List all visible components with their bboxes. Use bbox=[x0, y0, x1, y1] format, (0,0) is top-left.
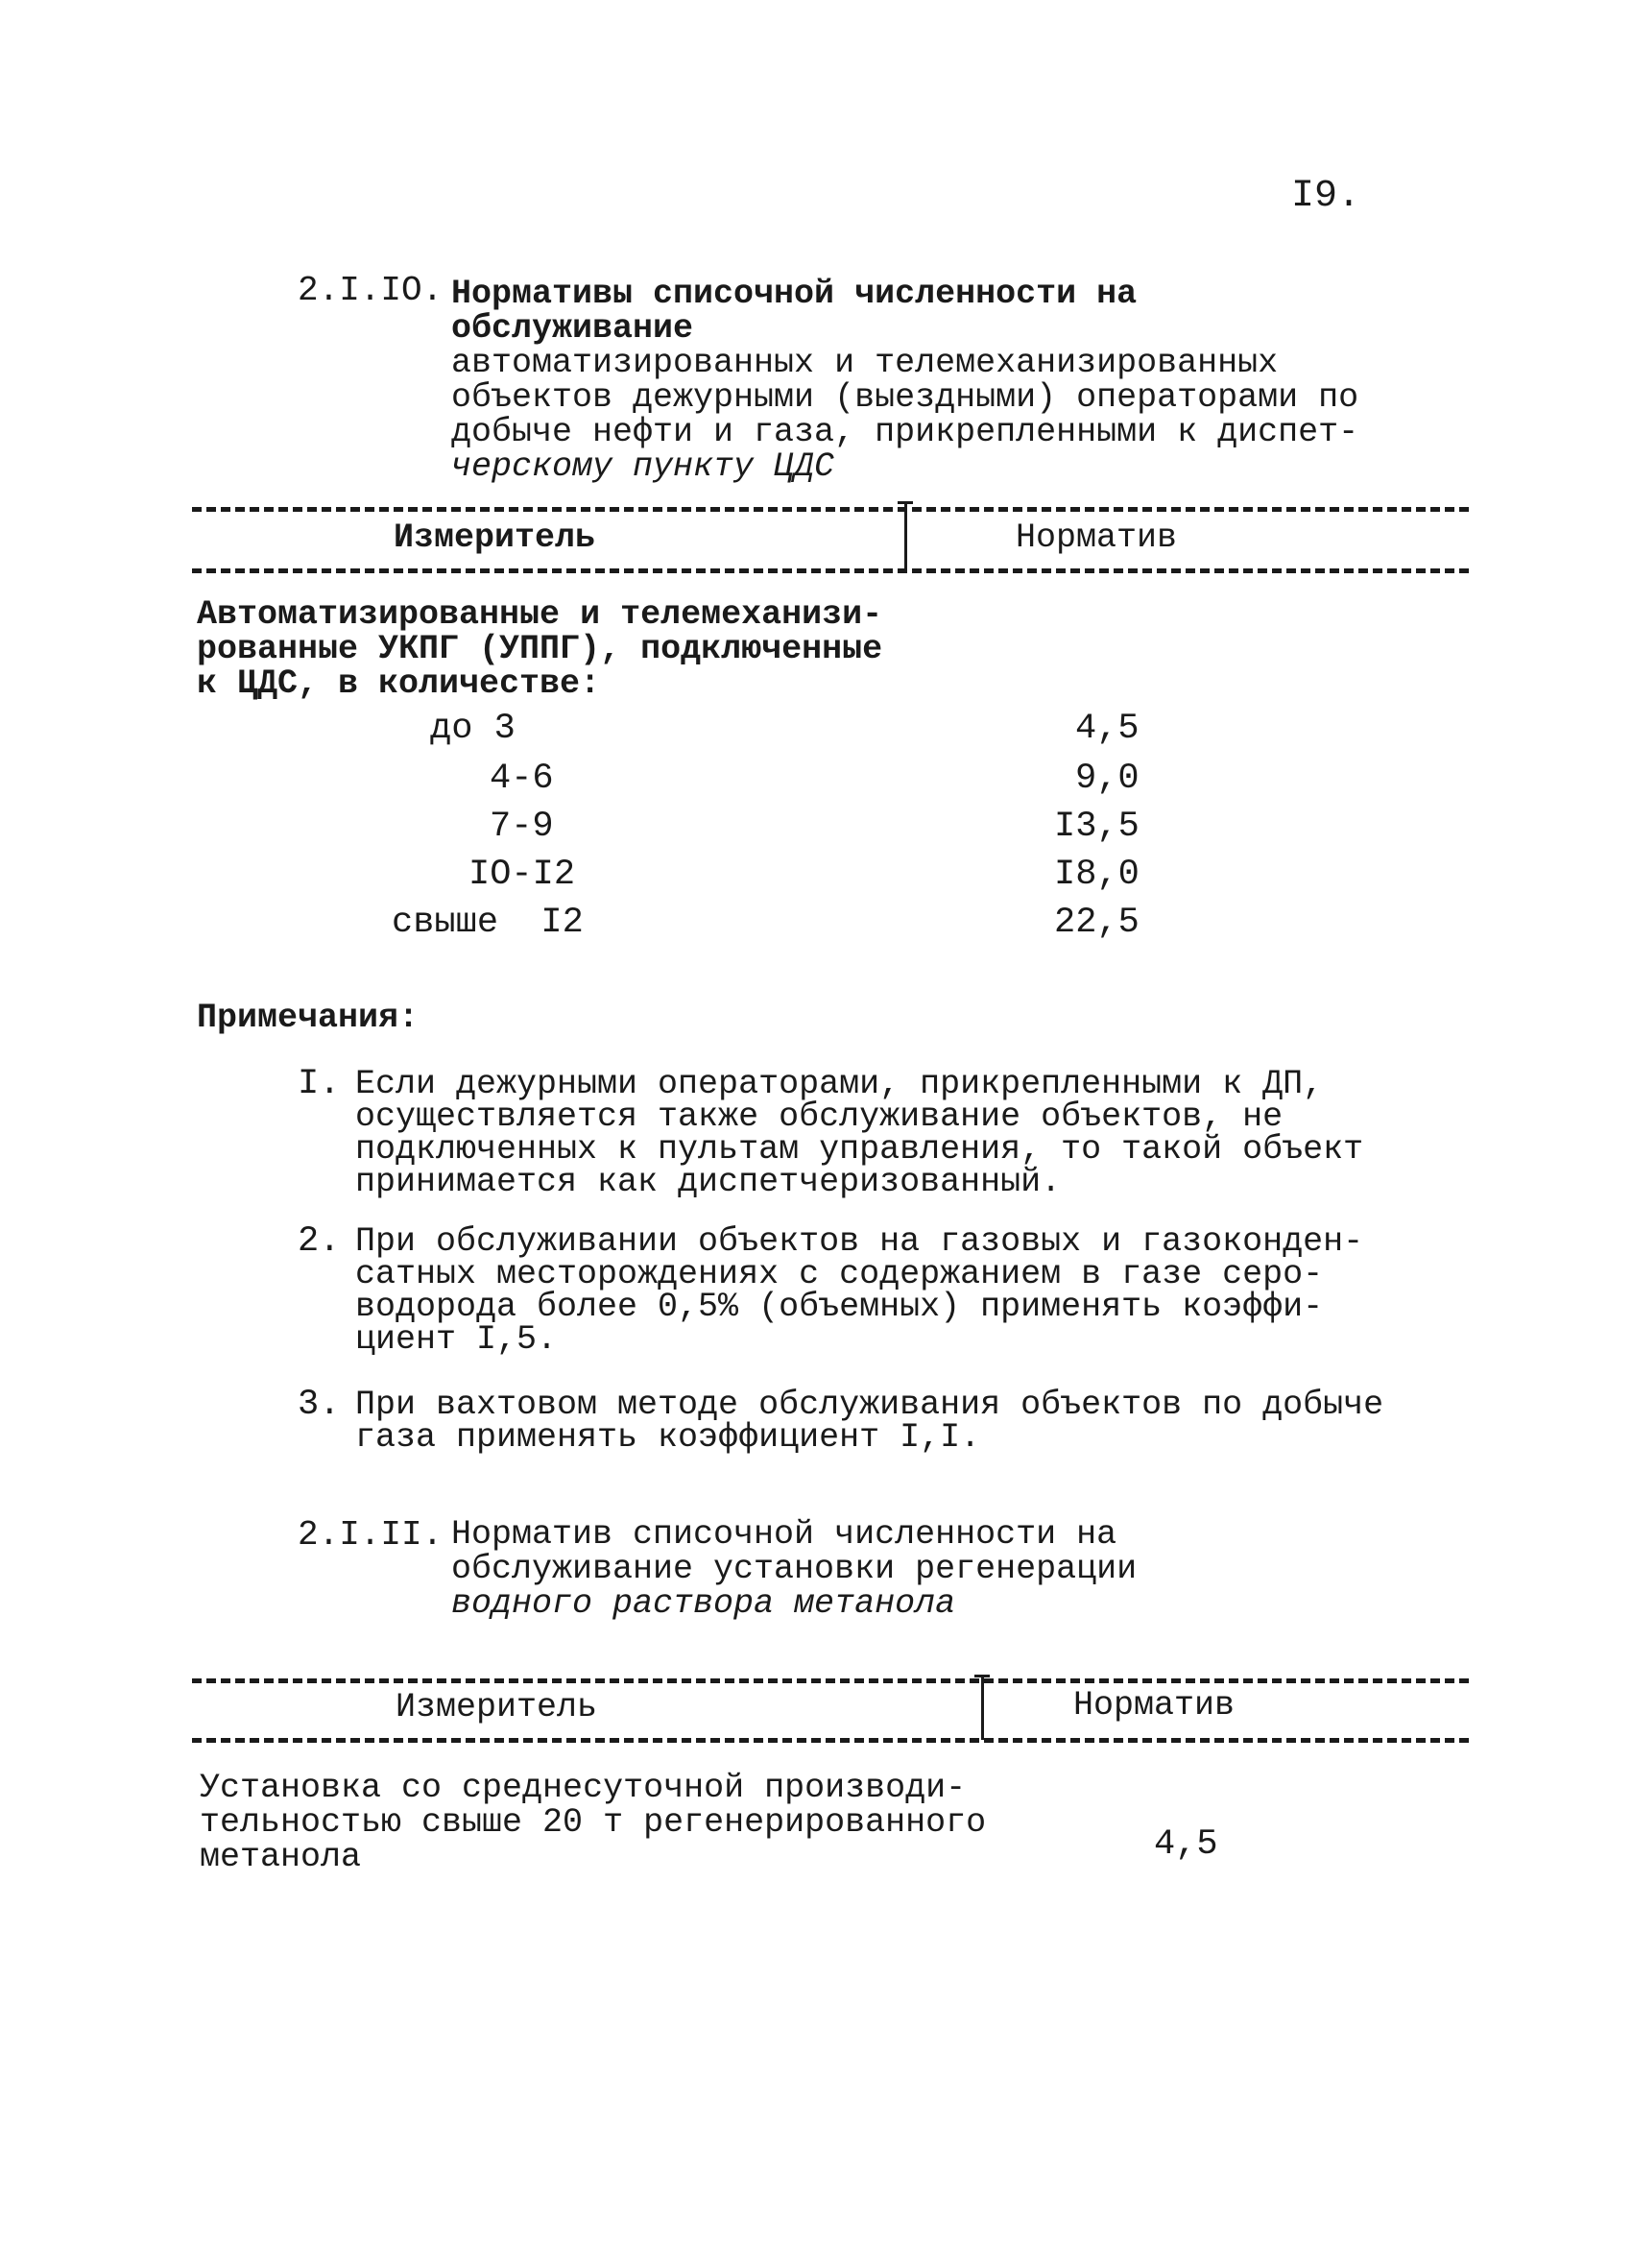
title-line: Нормативы списочной численности на обслуживание bbox=[451, 275, 1138, 348]
column-header-norm: Норматив bbox=[1073, 1686, 1236, 1725]
title-line: обслуживание установки регенерации bbox=[451, 1550, 1138, 1588]
group-line: Автоматизированные и телемеханизи- bbox=[197, 595, 883, 634]
table-row-value: 9,0 bbox=[1075, 759, 1140, 799]
group-line: к ЦДС, в количестве: bbox=[197, 664, 601, 703]
table-row-value: 22,5 bbox=[1054, 903, 1140, 943]
column-divider bbox=[904, 503, 907, 568]
notes-heading: Примечания: bbox=[197, 999, 420, 1037]
table-row-value: 4,5 bbox=[1075, 709, 1140, 749]
note-line: циент I,5. bbox=[355, 1320, 558, 1359]
note-number: 3. bbox=[298, 1385, 341, 1425]
title-line: водного раствора метанола bbox=[451, 1584, 956, 1623]
note-text bbox=[355, 1222, 1364, 1359]
note-line: При обслуживании объектов на газовых и газоконден- bbox=[355, 1222, 1364, 1261]
table-row-label bbox=[200, 1771, 986, 1874]
table-rule-top bbox=[192, 1678, 1469, 1683]
column-divider bbox=[981, 1677, 984, 1740]
table-row-value: I8,0 bbox=[1054, 855, 1140, 895]
page-number: I9. bbox=[1291, 175, 1361, 218]
table-rule-top bbox=[192, 507, 1469, 512]
title-line: черскому пункту ЦДС bbox=[451, 447, 835, 486]
table-row-range: 4-6 bbox=[490, 759, 554, 799]
note-number: 2. bbox=[298, 1221, 341, 1262]
column-header-measure: Измеритель bbox=[396, 1688, 598, 1726]
note-text bbox=[355, 1065, 1364, 1201]
note-line: газа применять коэффициент I,I. bbox=[355, 1418, 981, 1457]
section-number: 2.I.II. bbox=[298, 1515, 444, 1555]
section-number: 2.I.IO. bbox=[298, 271, 444, 310]
table-rule-header bbox=[192, 1738, 1469, 1743]
table-rule-header bbox=[192, 568, 1469, 573]
column-header-norm: Норматив bbox=[1016, 519, 1178, 557]
table-row-value: I3,5 bbox=[1054, 807, 1140, 847]
group-line: рованные УКПГ (УППГ), подключенные bbox=[197, 630, 883, 668]
title-line: объектов дежурными (выездными) операторами по bbox=[451, 378, 1359, 417]
note-line: водорода более 0,5% (объемных) применять коэффи- bbox=[355, 1288, 1324, 1326]
row-line: метанола bbox=[200, 1838, 362, 1876]
note-line: подключенных к пультам управления, то такой объект bbox=[355, 1130, 1364, 1169]
table-row-range: IO-I2 bbox=[468, 855, 576, 895]
section-title bbox=[451, 1517, 1392, 1621]
note-line: принимается как диспетчеризованный. bbox=[355, 1163, 1062, 1201]
note-text bbox=[355, 1386, 1384, 1457]
row-line: Установка со среднесуточной производи- bbox=[200, 1769, 967, 1807]
title-line: Норматив списочной численности на bbox=[451, 1515, 1117, 1554]
title-line: добыче нефти и газа, прикрепленными к диспет- bbox=[451, 413, 1359, 451]
table-row-range: до 3 bbox=[430, 709, 516, 749]
table-group-label bbox=[197, 597, 882, 701]
note-number: I. bbox=[298, 1064, 341, 1104]
row-line: тельностью свыше 20 т регенерированного bbox=[200, 1803, 987, 1842]
section-title bbox=[451, 277, 1392, 484]
column-header-measure: Измеритель bbox=[394, 519, 596, 557]
table-row-range: свыше I2 bbox=[392, 903, 584, 943]
title-line: автоматизированных и телемеханизированных bbox=[451, 344, 1279, 382]
note-line: При вахтовом методе обслуживания объектов по добыче bbox=[355, 1386, 1384, 1424]
table-row-value: 4,5 bbox=[1154, 1824, 1218, 1865]
note-line: осуществляется также обслуживание объектов, не bbox=[355, 1098, 1284, 1136]
note-line: сатных месторождениях с содержанием в газе серо- bbox=[355, 1255, 1324, 1293]
note-line: Если дежурными операторами, прикрепленными к ДП, bbox=[355, 1065, 1324, 1103]
table-row-range: 7-9 bbox=[490, 807, 554, 847]
